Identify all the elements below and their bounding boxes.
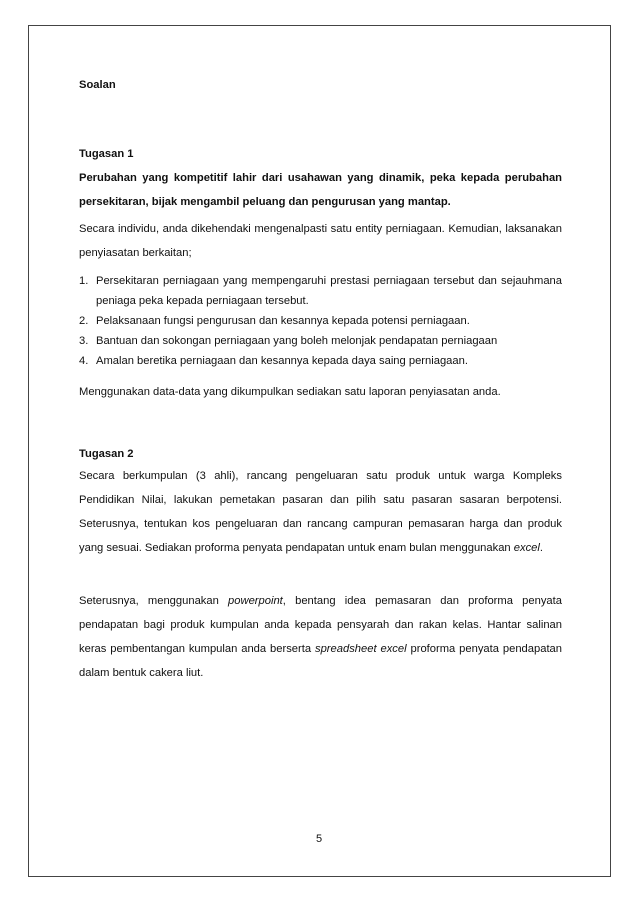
list-item: 3. Bantuan dan sokongan perniagaan yang boleh melonjak pendapatan perniagaan xyxy=(79,335,498,347)
task2-paragraph-1: Secara berkumpulan (3 ahli), rancang pengeluaran satu produk untuk warga Kompleks Pendidikan Nilai, lakukan pemetakan pasaran dan pilih satu pasaran sasaran berpotensi. Seterusnya, tentukan kos pengeluaran dan rancang campuran pemasaran harga dan produk yang sesuai. Sediakan proforma penyata pendapatan untuk enam bulan menggunakan excel. xyxy=(79,470,562,554)
task2-title: Tugasan 2 xyxy=(79,448,134,460)
page-number: 5 xyxy=(315,833,323,845)
task1-title: Tugasan 1 xyxy=(79,148,134,160)
page-heading: Soalan xyxy=(79,79,116,91)
task1-list xyxy=(79,271,562,371)
list-item: 4. Amalan beretika perniagaan dan kesannya kepada daya saing perniagaan. xyxy=(79,355,468,367)
task1-instruction: Secara individu, anda dikehendaki mengenalpasti satu entity perniagaan. Kemudian, laksanakan penyiasatan berkaitan; xyxy=(79,223,562,259)
task1-closing: Menggunakan data-data yang dikumpulkan sediakan satu laporan penyiasatan anda. xyxy=(79,386,501,398)
task2-paragraph-2: Seterusnya, menggunakan powerpoint, bentang idea pemasaran dan proforma penyata pendapatan bagi produk kumpulan anda kepada pensyarah dan rakan kelas. Hantar salinan keras pembentangan kumpulan anda berserta spreadsheet excel proforma penyata pendapatan dalam bentuk cakera liut. xyxy=(79,595,562,679)
list-item: 2. Pelaksanaan fungsi pengurusan dan kesannya kepada potensi perniagaan. xyxy=(79,315,470,327)
task1-intro: Perubahan yang kompetitif lahir dari usahawan yang dinamik, peka kepada perubahan persekitaran, bijak mengambil peluang dan pengurusan yang mantap. xyxy=(79,172,562,208)
list-item: 1. Persekitaran perniagaan yang mempengaruhi prestasi perniagaan tersebut dan sejauhmana peniaga peka kepada perniagaan tersebut. xyxy=(79,275,562,307)
